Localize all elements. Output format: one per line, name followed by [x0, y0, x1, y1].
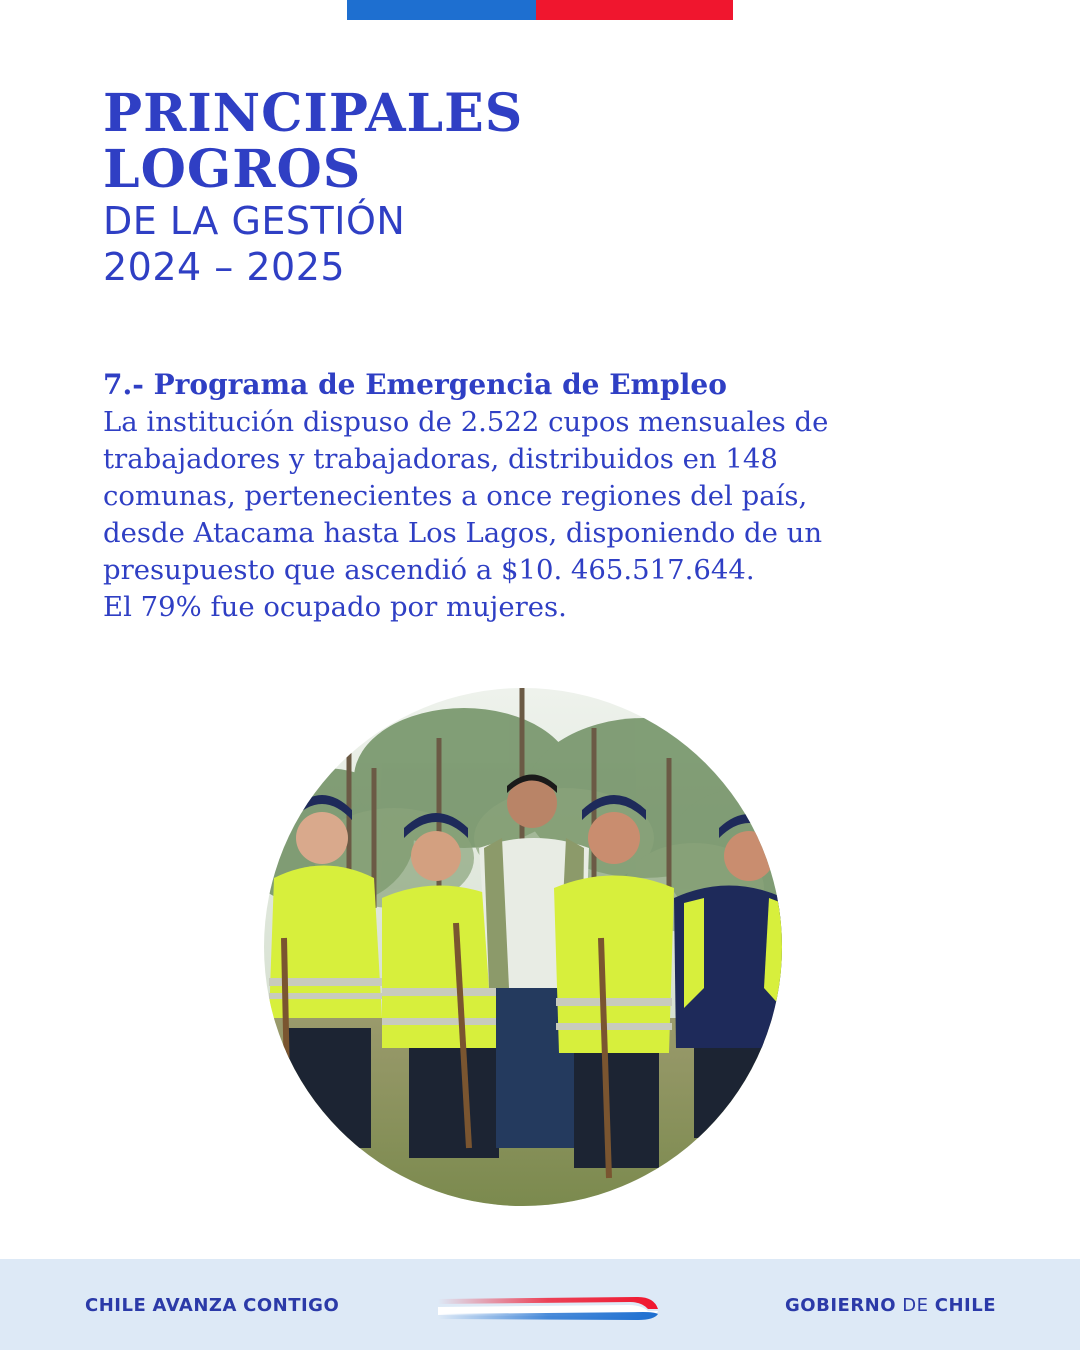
slogan-word-1: CHILE [85, 1295, 147, 1316]
body-line-5: presupuesto que ascendió a $10. 465.517.644. [103, 554, 755, 586]
body-line-6: El 79% fue ocupado por mujeres. [103, 591, 567, 623]
flag-bar-red [536, 0, 733, 20]
footer-government [785, 1295, 996, 1316]
title-line-3: DE LA GESTIÓN [103, 199, 406, 243]
section-body [103, 404, 1003, 626]
achievement-section [103, 366, 1003, 626]
slogan-word-2: AVANZA [152, 1295, 237, 1316]
flag-swoosh-icon [438, 1295, 660, 1321]
page-title [103, 83, 524, 290]
title-line-4: 2024 – 2025 [103, 245, 346, 289]
gov-word-1: GOBIERNO [785, 1295, 897, 1316]
group-photo [264, 688, 782, 1206]
flag-bar-blue [347, 0, 536, 20]
section-heading: 7.- Programa de Emergencia de Empleo [103, 368, 727, 401]
body-line-2: trabajadores y trabajadoras, distribuidos en 148 [103, 443, 778, 475]
body-line-3: comunas, pertenecientes a once regiones del país, [103, 480, 808, 512]
footer-slogan [85, 1295, 339, 1316]
title-line-1: PRINCIPALES [103, 83, 524, 144]
gov-word-2: DE [902, 1295, 929, 1316]
body-line-1: La institución dispuso de 2.522 cupos mensuales de [103, 406, 829, 438]
body-line-4: desde Atacama hasta Los Lagos, disponiendo de un [103, 517, 823, 549]
title-line-2: LOGROS [103, 139, 362, 200]
footer [0, 1259, 1080, 1350]
flag-color-bar [347, 0, 733, 20]
slogan-word-3: CONTIGO [243, 1295, 340, 1316]
gov-word-3: CHILE [934, 1295, 996, 1316]
